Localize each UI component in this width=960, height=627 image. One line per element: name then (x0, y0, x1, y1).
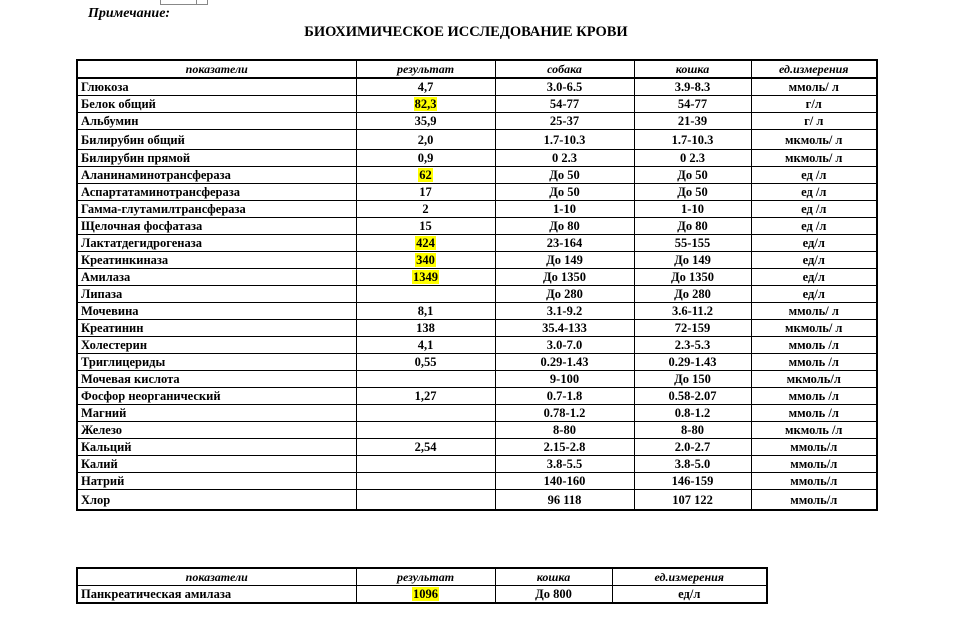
table-row (77, 456, 877, 473)
indicator-name: Натрий (77, 473, 356, 490)
indicator-name: Амилаза (77, 269, 356, 286)
cat-reference: 54-77 (634, 96, 751, 113)
indicator-name: Фосфор неорганический (77, 388, 356, 405)
table-row (77, 320, 877, 337)
result-value (356, 405, 495, 422)
dog-reference: До 50 (495, 167, 634, 184)
table-row (77, 130, 877, 150)
table-row (77, 371, 877, 388)
unit: ед /л (751, 201, 877, 218)
unit: ммоль /л (751, 337, 877, 354)
table-header-row (77, 60, 877, 78)
dog-reference: 3.8-5.5 (495, 456, 634, 473)
indicator-name: Железо (77, 422, 356, 439)
unit: мкмоль/ л (751, 150, 877, 167)
result-value: 0,9 (356, 150, 495, 167)
table-row (77, 388, 877, 405)
table-row (77, 201, 877, 218)
cat-reference: 0 2.3 (634, 150, 751, 167)
indicator-name: Глюкоза (77, 78, 356, 96)
unit: г/ л (751, 113, 877, 130)
dog-reference: 0.7-1.8 (495, 388, 634, 405)
table-row (77, 113, 877, 130)
cat-reference: 21-39 (634, 113, 751, 130)
result-value (356, 371, 495, 388)
unit: ммоль /л (751, 388, 877, 405)
result-value: 0,55 (356, 354, 495, 371)
dog-reference: До 149 (495, 252, 634, 269)
cat-reference: 146-159 (634, 473, 751, 490)
indicator-name: Билирубин общий (77, 130, 356, 150)
unit: ммоль/л (751, 439, 877, 456)
cat-reference: До 80 (634, 218, 751, 235)
header-result: результат (356, 568, 495, 586)
cat-reference: До 149 (634, 252, 751, 269)
cat-reference: До 50 (634, 167, 751, 184)
unit: ммоль/л (751, 456, 877, 473)
dog-reference: 3.0-6.5 (495, 78, 634, 96)
dog-reference: 54-77 (495, 96, 634, 113)
cat-reference: До 1350 (634, 269, 751, 286)
header-unit: ед.измерения (751, 60, 877, 78)
note-label: Примечание: (88, 6, 171, 21)
biochemistry-table-body (77, 78, 877, 510)
indicator-name: Магний (77, 405, 356, 422)
unit: ед/л (751, 235, 877, 252)
result-value (356, 286, 495, 303)
unit: мкмоль/ л (751, 320, 877, 337)
dog-reference: 96 118 (495, 490, 634, 511)
toolbar-control-divider (196, 0, 209, 4)
result-value: 4,1 (356, 337, 495, 354)
cat-reference: 3.6-11.2 (634, 303, 751, 320)
table-header-row (77, 568, 767, 586)
cat-reference: 72-159 (634, 320, 751, 337)
table-row (77, 286, 877, 303)
highlighted-value: 1349 (413, 270, 438, 284)
dog-reference: 0 2.3 (495, 150, 634, 167)
cat-reference: До 150 (634, 371, 751, 388)
indicator-name: Мочевая кислота (77, 371, 356, 388)
result-value: 1,27 (356, 388, 495, 405)
cat-reference: До 50 (634, 184, 751, 201)
result-value: 35,9 (356, 113, 495, 130)
cat-reference: 3.8-5.0 (634, 456, 751, 473)
highlighted-value: 62 (419, 168, 432, 182)
table-row (77, 252, 877, 269)
indicator-name: Щелочная фосфатаза (77, 218, 356, 235)
table-row (77, 405, 877, 422)
result-value (356, 167, 495, 184)
highlighted-value: 340 (416, 253, 435, 267)
cat-reference: 55-155 (634, 235, 751, 252)
cat-reference: 2.0-2.7 (634, 439, 751, 456)
table-row (77, 303, 877, 320)
cat-reference: 0.58-2.07 (634, 388, 751, 405)
unit: ед/л (751, 286, 877, 303)
result-value (356, 473, 495, 490)
indicator-name: Липаза (77, 286, 356, 303)
cat-reference: 107 122 (634, 490, 751, 511)
dog-reference: 1-10 (495, 201, 634, 218)
result-value: 2,54 (356, 439, 495, 456)
cat-reference: 0.29-1.43 (634, 354, 751, 371)
indicator-name: Белок общий (77, 96, 356, 113)
result-value (356, 252, 495, 269)
indicator-name: Калий (77, 456, 356, 473)
header-cat: кошка (634, 60, 751, 78)
table-row (77, 473, 877, 490)
unit: ммоль/л (751, 473, 877, 490)
table-row (77, 218, 877, 235)
indicator-name: Креатинин (77, 320, 356, 337)
result-value: 2,0 (356, 130, 495, 150)
header-dog: собака (495, 60, 634, 78)
result-value (356, 235, 495, 252)
unit: мкмоль/ л (751, 130, 877, 150)
unit: мкмоль/л (751, 371, 877, 388)
indicator-name: Креатинкиназа (77, 252, 356, 269)
result-value (356, 490, 495, 511)
unit: ммоль /л (751, 405, 877, 422)
table-row (77, 235, 877, 252)
indicator-name: Билирубин прямой (77, 150, 356, 167)
indicator-name: Кальций (77, 439, 356, 456)
result-value: 8,1 (356, 303, 495, 320)
indicator-name: Аспартатаминотрансфераза (77, 184, 356, 201)
header-cat: кошка (495, 568, 612, 586)
table-row (77, 184, 877, 201)
header-indicator: показатели (77, 60, 356, 78)
dog-reference: До 80 (495, 218, 634, 235)
unit: ед/л (612, 586, 767, 604)
dog-reference: До 280 (495, 286, 634, 303)
amylase-table (76, 567, 768, 604)
unit: ед /л (751, 218, 877, 235)
amylase-table-body (77, 586, 767, 604)
dog-reference: 3.1-9.2 (495, 303, 634, 320)
cat-reference: 2.3-5.3 (634, 337, 751, 354)
unit: ед /л (751, 167, 877, 184)
dog-reference: 0.78-1.2 (495, 405, 634, 422)
page-title-text: БИОХИМИЧЕСКОЕ ИССЛЕДОВАНИЕ КРОВИ (304, 24, 628, 40)
highlighted-value: 424 (416, 236, 435, 250)
result-value: 4,7 (356, 78, 495, 96)
header-unit: ед.измерения (612, 568, 767, 586)
header-result: результат (356, 60, 495, 78)
table-row (77, 490, 877, 511)
indicator-name: Аланинаминотрансфераза (77, 167, 356, 184)
page-title (0, 24, 960, 41)
highlighted-value: 82,3 (414, 97, 437, 111)
unit: ммоль/ л (751, 303, 877, 320)
table-row (77, 96, 877, 113)
dog-reference: 1.7-10.3 (495, 130, 634, 150)
unit: ммоль /л (751, 354, 877, 371)
indicator-name: Лактатдегидрогеназа (77, 235, 356, 252)
header-indicator: показатели (77, 568, 356, 586)
cat-reference: 0.8-1.2 (634, 405, 751, 422)
dog-reference: 2.15-2.8 (495, 439, 634, 456)
unit: ед/л (751, 252, 877, 269)
indicator-name: Холестерин (77, 337, 356, 354)
highlighted-value: 1096 (413, 587, 438, 601)
indicator-name: Панкреатическая амилаза (77, 586, 356, 604)
result-value (356, 456, 495, 473)
cat-reference: До 280 (634, 286, 751, 303)
unit: г/л (751, 96, 877, 113)
unit: ед /л (751, 184, 877, 201)
table-row (77, 150, 877, 167)
dog-reference: 140-160 (495, 473, 634, 490)
table-row (77, 78, 877, 96)
indicator-name: Мочевина (77, 303, 356, 320)
dog-reference: 35.4-133 (495, 320, 634, 337)
result-value (356, 586, 495, 604)
cat-reference: 1-10 (634, 201, 751, 218)
unit: ммоль/ л (751, 78, 877, 96)
dog-reference: 25-37 (495, 113, 634, 130)
dog-reference: 3.0-7.0 (495, 337, 634, 354)
table-row (77, 354, 877, 371)
result-value: 2 (356, 201, 495, 218)
dog-reference: До 1350 (495, 269, 634, 286)
indicator-name: Триглицериды (77, 354, 356, 371)
table-row (77, 439, 877, 456)
table-row (77, 422, 877, 439)
result-value: 138 (356, 320, 495, 337)
result-value: 17 (356, 184, 495, 201)
table-row (77, 269, 877, 286)
biochemistry-table (76, 59, 878, 511)
result-value (356, 422, 495, 439)
dog-reference: 8-80 (495, 422, 634, 439)
result-value (356, 96, 495, 113)
unit: мкмоль /л (751, 422, 877, 439)
dog-reference: 0.29-1.43 (495, 354, 634, 371)
table-row (77, 167, 877, 184)
unit: ммоль/л (751, 490, 877, 511)
cat-reference: 1.7-10.3 (634, 130, 751, 150)
cat-reference: До 800 (495, 586, 612, 604)
dog-reference: До 50 (495, 184, 634, 201)
dog-reference: 23-164 (495, 235, 634, 252)
indicator-name: Хлор (77, 490, 356, 511)
result-value: 15 (356, 218, 495, 235)
result-value (356, 269, 495, 286)
indicator-name: Альбумин (77, 113, 356, 130)
table-row (77, 586, 767, 604)
unit: ед/л (751, 269, 877, 286)
table-row (77, 337, 877, 354)
cat-reference: 8-80 (634, 422, 751, 439)
cat-reference: 3.9-8.3 (634, 78, 751, 96)
dog-reference: 9-100 (495, 371, 634, 388)
indicator-name: Гамма-глутамилтрансфераза (77, 201, 356, 218)
